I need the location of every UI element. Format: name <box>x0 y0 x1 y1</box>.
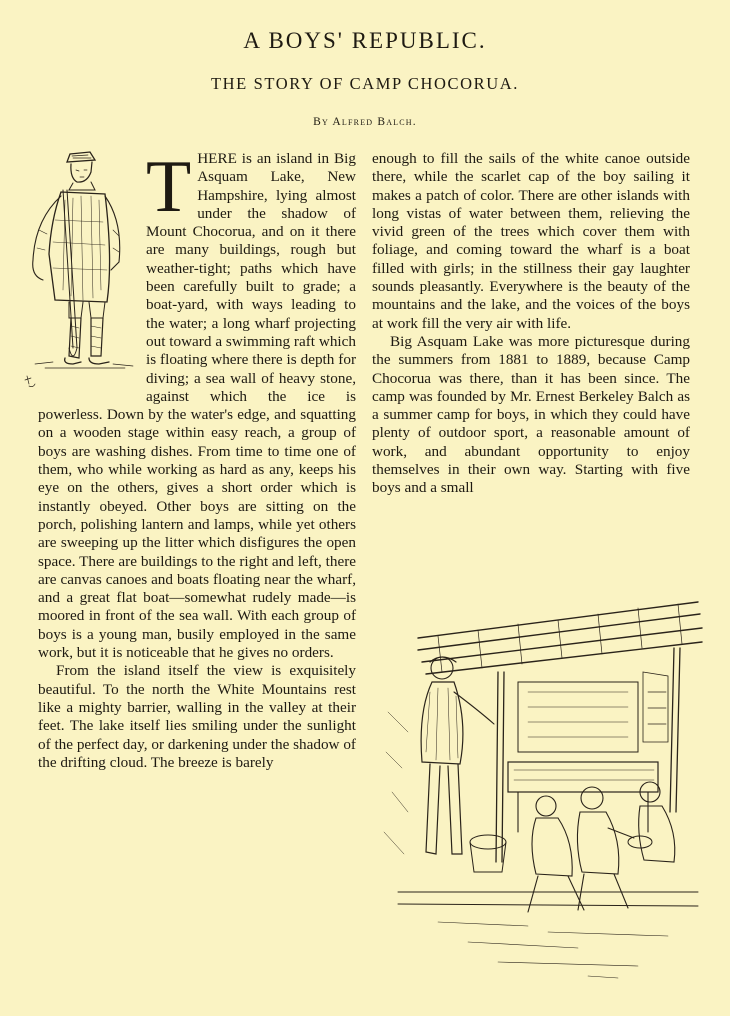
boy-standing-with-paddle-illustration <box>15 150 142 388</box>
drop-cap: T <box>146 146 192 228</box>
byline-text: By Alfred Balch. <box>313 116 417 128</box>
paragraph-1: HERE is an island in Big Asquam Lake, New Hampshire, lying almost under the shadow of Mount Chocorua, and on it there are many buildings, rough but weather-tight; paths which have been carefully built to grade; a boat-yard, with ways leading to the water; a long wharf projecting out toward a swimming raft which is floating where there is depth for diving; a sea wall of heavy stone, against which the ice is powerless. Down by the water's edge, and squatting on a wooden stage within easy reach, a group of boys are washing dishes. From time to time one of them, who while working as hard as any, keeps his eye on the others, gives a short order which is instantly obeyed. Other boys are sitting on the porch, polishing lantern and lamps, while yet others are sweeping up the litter which disfigures the open space. There are buildings to the right and left, there are canvas canoes and boats floating near the wharf, and a great flat boat—somewhat rudely made—is moored in front of the sea wall. With each group of boys is a young man, busily employed in the same work, but it is noticeable that he gives no orders. <box>38 150 356 662</box>
paragraph-3: Big Asquam Lake was more picturesque during the summers from 1881 to 1889, because Camp Chocorua was there, than it has been since. The camp was founded by Mr. Ernest Berkeley Balch as a summer camp for boys, in which they could have plenty of outdoor sport, a reasonable amount of work, and abundant opportunity to enjoy themselves in their own way. Starting with five boys and a small <box>372 332 690 497</box>
paragraph-2-start: From the island itself the view is exquisitely beautiful. To the north the White Mountains rest like a mighty barrier, walling in the valley at their feet. The lake itself lies smiling under the sunlight of the perfect day, or darkening under the shadow of the drifting cloud. The breeze is barely <box>38 662 356 771</box>
byline <box>0 116 730 128</box>
article-subtitle: THE STORY OF CAMP CHOCORUA. <box>210 74 519 93</box>
article-column-left <box>38 146 356 772</box>
paragraph-2-end: enough to fill the sails of the white canoe outside there, while the scarlet cap of the boy sailing it makes a patch of color. There are other islands with long vistas of water between them, relieving the vivid green of the trees which cover them with foliage, and coming toward the wharf is a boat filled with girls; in the stillness their gay laughter sounds pleasantly. Everywhere is the beauty of the mountains and the lake, and the voices of the boys at work fill the very air with life. <box>372 150 690 332</box>
page-title: A BOYS' REPUBLIC. <box>243 28 487 53</box>
article-column-right <box>372 150 690 498</box>
boys-washing-dishes-illustration <box>378 592 710 980</box>
